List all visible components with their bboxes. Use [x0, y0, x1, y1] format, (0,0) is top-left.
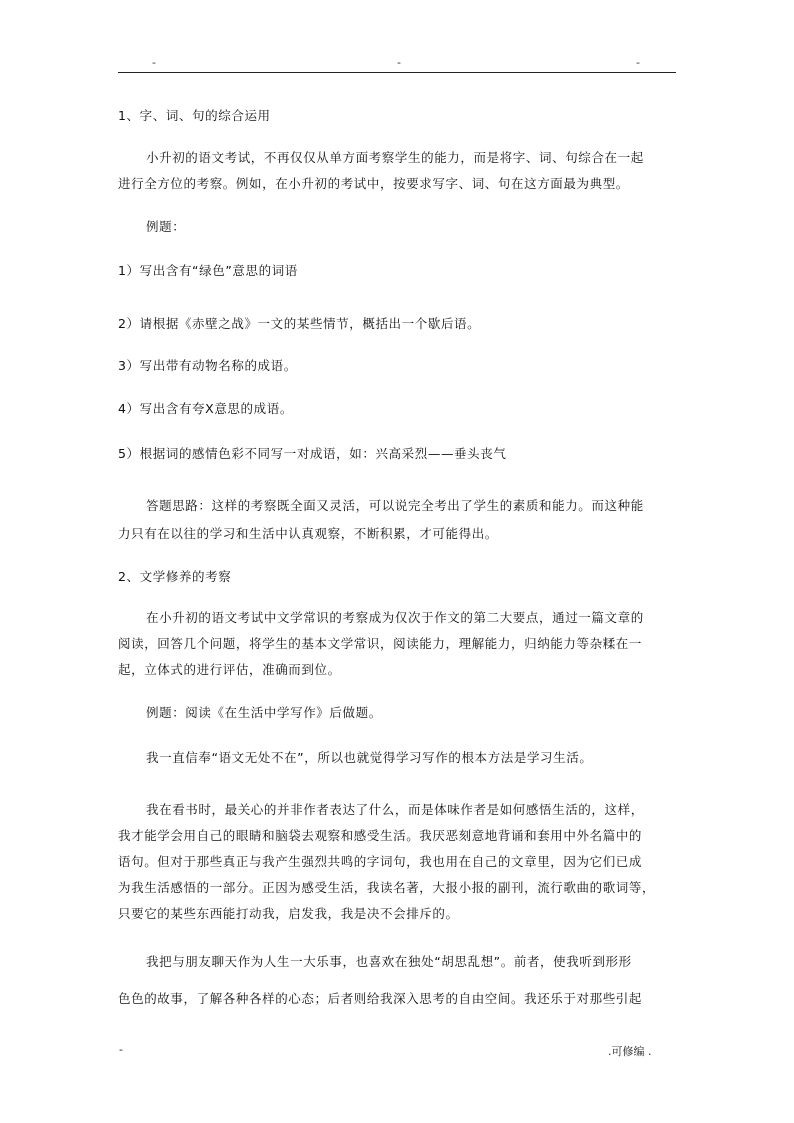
paragraph-line: 我才能学会用自己的眼睛和脑袋去观察和感受生活。我厌恶刻意地背诵和套用中外名篇中的 [118, 828, 643, 843]
paragraph-line: 语句。但对于那些真正与我产生强烈共鸣的字词句，我也用在自己的文章里，因为它们已成 [118, 854, 643, 869]
example-label: 例题： [146, 219, 186, 234]
header-dash-left: - [152, 56, 156, 69]
header-rule [118, 72, 676, 73]
paragraph-line: 我把与朋友聊天作为人生一大乐事，也喜欢在独处“胡思乱想”。前者，使我听到形形 [146, 954, 632, 969]
section-heading-2: 2、文学修养的考察 [118, 569, 232, 584]
header-dash-right: - [636, 56, 640, 69]
list-item: 1）写出含有“绿色”意思的词语 [118, 263, 298, 278]
paragraph-line: 起，立体式的进行评估，准确而到位。 [118, 662, 341, 677]
list-item: 5）根据词的感情色彩不同写一对成语，如：兴高采烈——垂头丧气 [118, 446, 507, 461]
paragraph-line: 进行全方位的考察。例如，在小升初的考试中，按要求写字、词、句在这方面最为典型。 [118, 176, 629, 191]
paragraph-line: 答题思路：这样的考察既全面又灵活，可以说完全考出了学生的素质和能力。而这种能 [146, 498, 644, 513]
paragraph-line: 为我生活感悟的一部分。正因为感受生活，我读名著，大报小报的副刊，流行歌曲的歌词等， [118, 880, 656, 895]
paragraph-line: 小升初的语文考试，不再仅仅从单方面考察学生的能力，而是将字、词、句综合在一起 [146, 150, 644, 165]
paragraph-line: 我在看书时，最关心的并非作者表达了什么，而是体味作者是如何感悟生活的，这样， [146, 802, 644, 817]
paragraph-line: 只要它的某些东西能打动我，启发我，我是决不会排斥的。 [118, 906, 459, 921]
paragraph-line: 力只有在以往的学习和生活中认真观察，不断积累，才可能得出。 [118, 526, 498, 541]
paragraph-line: 例题：阅读《在生活中学写作》后做题。 [146, 705, 382, 720]
paragraph-line: 色色的故事，了解各种各样的心态；后者则给我深入思考的自由空间。我还乐于对那些引起 [118, 991, 643, 1006]
paragraph-line: 阅读，回答几个问题，将学生的基本文学常识，阅读能力，理解能力，归纳能力等杂糅在一 [118, 636, 643, 651]
list-item: 3）写出带有动物名称的成语。 [118, 358, 297, 373]
footer-dash: - [119, 1043, 123, 1056]
paragraph-line: 在小升初的语文考试中文学常识的考察成为仅次于作文的第二大要点，通过一篇文章的 [146, 610, 644, 625]
list-item: 2）请根据《赤壁之战》一文的某些情节，概括出一个歇后语。 [118, 316, 481, 331]
footer-editable-note: .可修编 . [608, 1045, 652, 1058]
list-item: 4）写出含有夸X意思的成语。 [118, 401, 293, 416]
paragraph-line: 我一直信奉“语文无处不在”，所以也就觉得学习写作的根本方法是学习生活。 [146, 750, 593, 765]
section-heading-1: 1、字、词、句的综合运用 [118, 108, 271, 123]
header-dash-center: - [397, 56, 401, 69]
